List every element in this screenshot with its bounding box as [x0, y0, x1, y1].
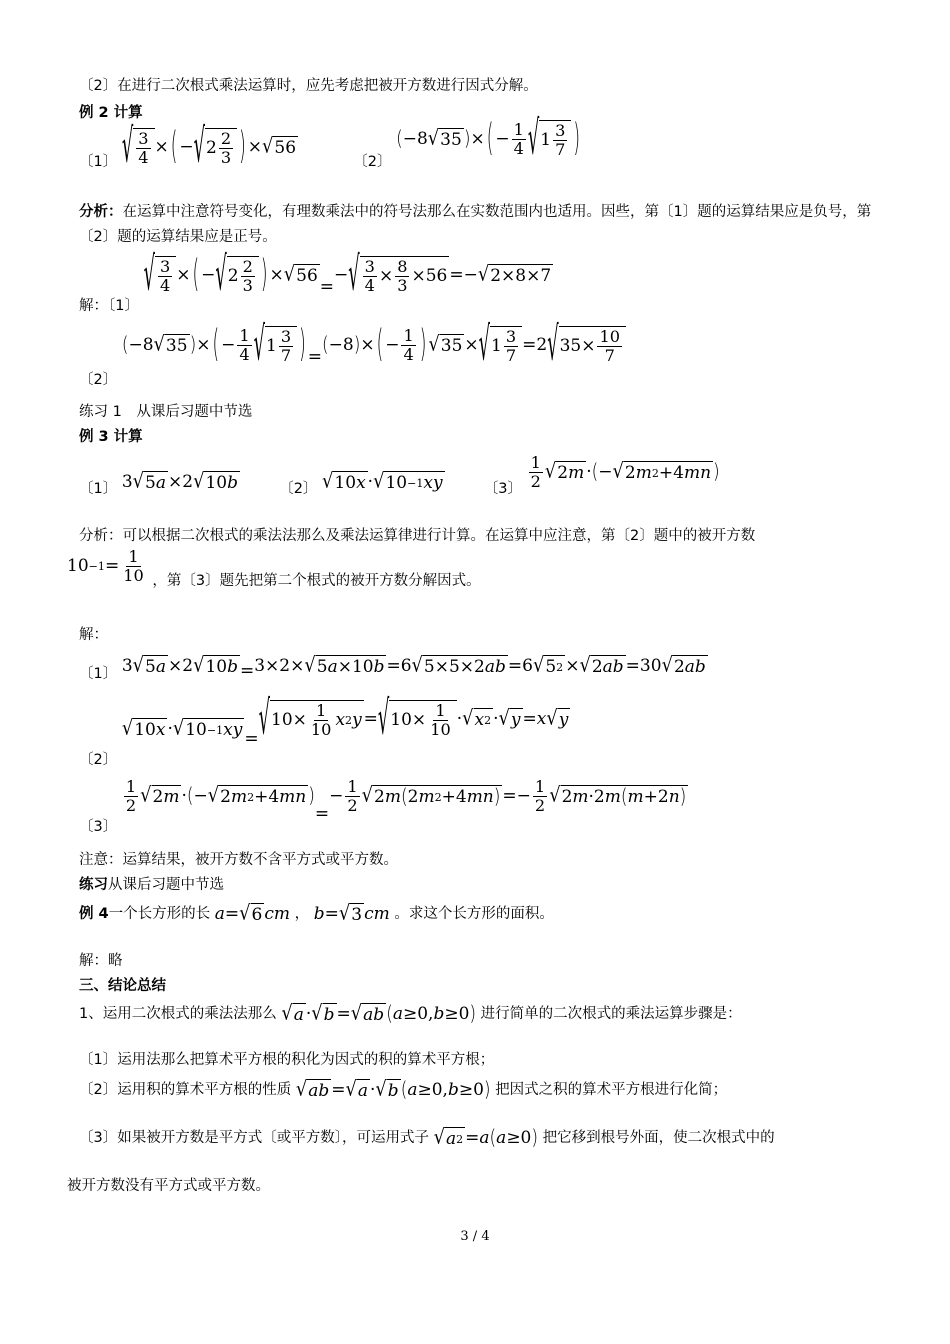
solution-3-label: 解： — [79, 627, 108, 643]
analysis3-formula: 10 −1 = $\frac{1}{10}$ — [67, 547, 144, 585]
conclusion-1-text-a: 1、运用二次根式的乘法法那么 — [79, 1006, 277, 1023]
solution-4: 解：略 — [79, 953, 123, 969]
solution-2 — [79, 317, 626, 388]
conclusion-4-text-b: 把它移到根号外面，使二次根式中的 — [542, 1130, 775, 1147]
example-3-title: 例 3 计算 — [79, 429, 143, 445]
s3-3-label: 〔3〕 — [79, 818, 118, 835]
example-4-text-b: 。求这个长方形的面积。 — [394, 906, 554, 923]
conclusion-4-cont: 被开方数没有平方式或平方数。 — [67, 1178, 270, 1194]
conclusion-2: 〔1〕运用法那么把算术平方根的积化为因式的积的算术平方根； — [79, 1052, 495, 1068]
example-4 — [79, 903, 554, 925]
ex2-label-2: 〔2〕 — [353, 153, 392, 170]
section-3-heading: 三、结论总结 — [79, 978, 166, 994]
ex3-label-2: 〔2〕 — [279, 480, 318, 497]
example-4-text-a: 一个长方形的长 — [108, 906, 211, 923]
solution-3-1 — [79, 653, 708, 683]
practice-2 — [79, 877, 224, 894]
practice-1: 练习 1 从课后习题中节选 — [79, 404, 253, 420]
practice-2-label: 练习 — [79, 877, 108, 893]
s3-3-formula: 1 2 √ 2 m · ( − √ 2 m 2 +4 mn ) = − $\frac{1}{2}$ √ 2 m ( 2 m 2 +4 mn ) =− $\frac{1}{2}$ √ 2 m ·2 m ( m +2 n ) — [125, 777, 687, 825]
analysis-3-line-1: 分析：可以根据二次根式的乘法法那么及乘法运算律进行计算。在运算中应注意，第〔2〕题中的被开方数 — [79, 528, 756, 544]
ex3-label-3: 〔3〕 — [483, 480, 523, 497]
page-number: 3 / 4 — [460, 1229, 490, 1244]
conclusion-3-text-a: 〔2〕运用积的算术平方根的性质 — [79, 1082, 292, 1099]
ex4-formula-a: a = √ 6 cm — [214, 901, 290, 926]
c1-formula: √ a · √ b = √ ab ( a ≥0 , b ≥0 ) — [281, 1001, 477, 1026]
conclusion-3 — [79, 1079, 727, 1101]
c4-formula: √ a 2 = a ( a ≥0 ) — [433, 1125, 539, 1150]
analysis-paragraph — [79, 200, 887, 250]
example-4-label: 例 4 — [79, 906, 109, 923]
intro-line: 〔2〕在进行二次根式乘法运算时，应先考虑把被开方数进行因式分解。 — [79, 78, 538, 94]
practice-2-text: 从课后习题中节选 — [108, 877, 224, 893]
ex2-formula-2: ( −8 √ 35 ) × ( − $\frac{1}{4}$ √ 1 3 7 ) — [396, 111, 580, 166]
example-4-sep: ， — [294, 906, 310, 923]
s3-2-formula: √ 10 x · √ 10 −1 xy = √ 10× $\frac{1}{10}$ x 2 y = √ 10× $\frac{1}{10}$ · √ x 2 · √ y = x √ y — [121, 691, 569, 750]
s3-1-label: 〔1〕 — [79, 666, 118, 683]
analysis-3-text: ，第〔3〕题先把第二个根式的被开方数分解因式。 — [152, 572, 481, 589]
conclusion-3-text-b: 把因式之积的算术平方根进行化简； — [495, 1082, 728, 1099]
analysis-text: 在运算中注意符号变化，有理数乘法中的符号法那么在实数范围内也适用。因些，第〔1〕题的运算结果应是负号，第〔2〕题的运算结果应是正号。 — [79, 204, 872, 245]
ex4-formula-b: b = √ 3 cm — [313, 901, 390, 926]
example-3-problems — [79, 453, 720, 497]
conclusion-4 — [79, 1127, 775, 1149]
s3-2-label: 〔2〕 — [79, 751, 118, 768]
solution-3-2 — [79, 691, 570, 768]
analysis-3-line-2 — [67, 547, 481, 589]
c3-formula: √ ab = √ a · √ b ( a ≥0 , b ≥0 ) — [295, 1077, 491, 1102]
example-2-title: 例 2 计算 — [79, 105, 143, 121]
solution-1 — [79, 247, 553, 314]
solution-3-3 — [79, 777, 688, 835]
ex3-formula-2: √ 10 x · √ 10 −1 xy — [322, 470, 443, 495]
ex3-label-1: 〔1〕 — [79, 480, 118, 497]
conclusion-1 — [79, 1003, 742, 1025]
ex3-formula-1: 3 √ 5 a ×2 √ 10 b — [121, 470, 238, 495]
s3-1-formula: 3 √ 5 a ×2 √ 10 b = 3×2× √ 5 a ×10 b =6 √ 5×5×2 ab =6 √ 5 2 × √ 2 ab =30 √ 2 ab — [121, 653, 706, 681]
sol1-formula: √ 3 4 × ( − √ 2 2 3 ) × √ 56 = − √ $\frac{3}{4}$ × $\frac{8}{3}$ ×56 =− √ 2×8×7 — [143, 247, 552, 302]
sol2-label: 〔2〕 — [79, 371, 118, 388]
sol2-formula: ( −8 √ 35 ) × ( − $\frac{1}{4}$ √ 1 3 7 ) = ( −8 ) × ( − $\frac{1}{4}$ ) √ 35 × √ 1 3 7 =2 √ 35× $\frac{10}{7}$ — [122, 326, 626, 365]
analysis-label: 分析： — [79, 204, 123, 220]
note-line: 注意：运算结果，被开方数不含平方式或平方数。 — [79, 852, 398, 868]
sol1-label: 解：〔1〕 — [79, 297, 139, 314]
ex2-label-1: 〔1〕 — [79, 153, 118, 170]
ex3-formula-3: 1 2 √ 2 m · ( − √ 2 m 2 +4 mn ) — [530, 453, 720, 491]
ex2-formula-1: √ 3 4 × ( − √ 2 2 3 ) × √ 56 — [121, 119, 297, 174]
conclusion-4-text-a: 〔3〕如果被开方数是平方式〔或平方数〕，可运用式子 — [79, 1130, 429, 1147]
conclusion-1-text-b: 进行简单的二次根式的乘法运算步骤是： — [480, 1006, 742, 1023]
